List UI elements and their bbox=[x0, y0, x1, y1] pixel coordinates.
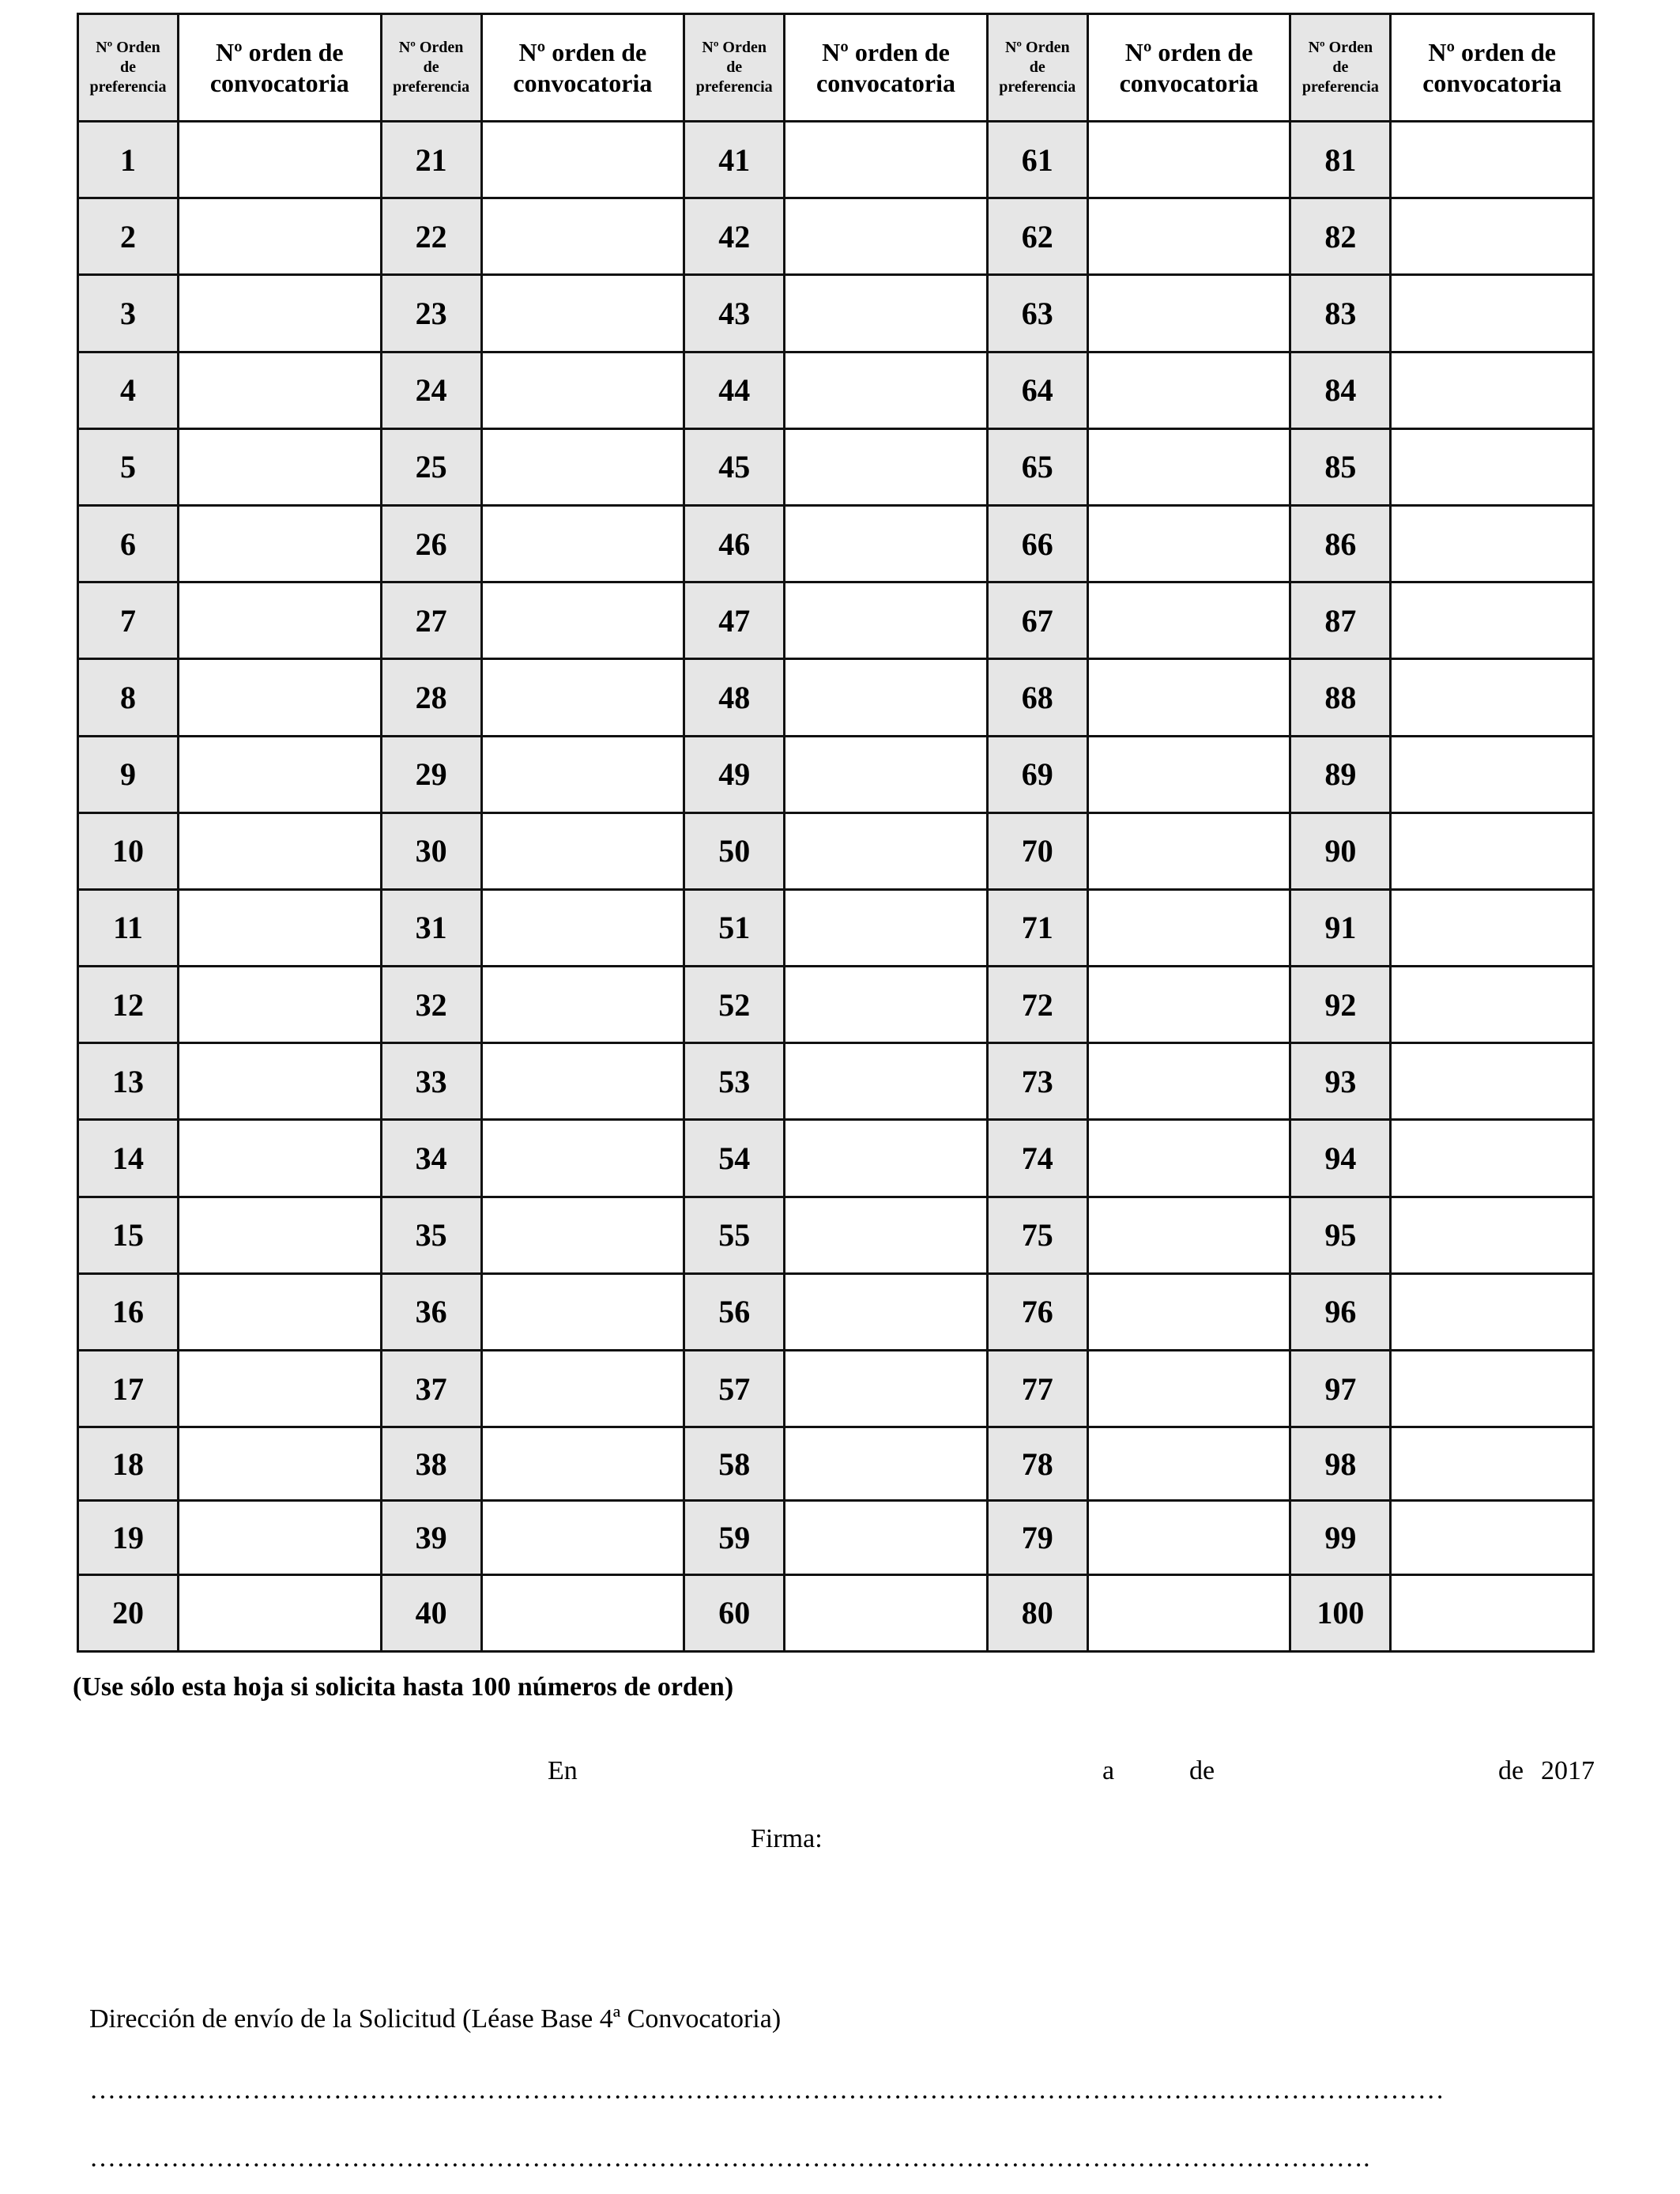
preference-number-cell: 36 bbox=[381, 1273, 481, 1350]
header-orden-preferencia bbox=[381, 14, 481, 122]
convocatoria-input-cell[interactable] bbox=[1391, 889, 1594, 966]
header-pref-line: de bbox=[726, 58, 743, 76]
convocatoria-input-cell[interactable] bbox=[1391, 352, 1594, 428]
convocatoria-input-cell[interactable] bbox=[1087, 1043, 1290, 1120]
preference-number-cell: 98 bbox=[1290, 1427, 1391, 1501]
table-row bbox=[78, 1427, 1594, 1501]
convocatoria-input-cell[interactable] bbox=[785, 582, 988, 659]
header-conv-line: Nº orden de bbox=[1124, 37, 1253, 66]
preference-number-cell: 26 bbox=[381, 505, 481, 582]
convocatoria-input-cell[interactable] bbox=[179, 1351, 382, 1427]
header-pref-line: Nº Orden bbox=[398, 39, 464, 56]
preference-number-cell: 23 bbox=[381, 275, 481, 352]
convocatoria-input-cell[interactable] bbox=[481, 1273, 684, 1350]
header-pref-line: de bbox=[120, 58, 136, 76]
convocatoria-input-cell[interactable] bbox=[481, 275, 684, 352]
preference-number-cell: 53 bbox=[684, 1043, 785, 1120]
preference-number-cell: 14 bbox=[78, 1120, 179, 1197]
convocatoria-input-cell[interactable] bbox=[785, 1427, 988, 1501]
convocatoria-input-cell[interactable] bbox=[785, 122, 988, 198]
preference-number-cell: 74 bbox=[987, 1120, 1087, 1197]
preference-number-cell: 60 bbox=[684, 1574, 785, 1651]
header-orden-preferencia bbox=[987, 14, 1087, 122]
date-year: 2017 bbox=[1541, 1756, 1595, 1785]
convocatoria-input-cell[interactable] bbox=[785, 428, 988, 505]
preference-number-cell: 29 bbox=[381, 736, 481, 812]
header-orden-convocatoria bbox=[1087, 14, 1290, 122]
header-pref-line: Nº Orden bbox=[96, 39, 160, 56]
preference-number-cell: 83 bbox=[1290, 275, 1391, 352]
preference-number-cell: 31 bbox=[381, 889, 481, 966]
convocatoria-input-cell[interactable] bbox=[481, 1427, 684, 1501]
convocatoria-input-cell[interactable] bbox=[1087, 505, 1290, 582]
preference-number-cell: 24 bbox=[381, 352, 481, 428]
preference-number-cell: 89 bbox=[1290, 736, 1391, 812]
header-pref-line: Nº Orden bbox=[702, 39, 767, 56]
convocatoria-input-cell[interactable] bbox=[179, 1501, 382, 1574]
preference-number-cell: 46 bbox=[684, 505, 785, 582]
convocatoria-input-cell[interactable] bbox=[785, 505, 988, 582]
table-row bbox=[78, 1574, 1594, 1651]
preference-number-cell: 39 bbox=[381, 1501, 481, 1574]
preference-number-cell: 63 bbox=[987, 275, 1087, 352]
header-pref-line: preferencia bbox=[1301, 78, 1379, 96]
header-pref-line: Nº Orden bbox=[1308, 39, 1373, 56]
preference-number-cell: 16 bbox=[78, 1273, 179, 1350]
preference-number-cell: 20 bbox=[78, 1574, 179, 1651]
convocatoria-input-cell[interactable] bbox=[179, 1574, 382, 1651]
convocatoria-input-cell[interactable] bbox=[481, 889, 684, 966]
table-row bbox=[78, 1120, 1594, 1197]
convocatoria-input-cell[interactable] bbox=[1391, 122, 1594, 198]
convocatoria-input-cell[interactable] bbox=[481, 505, 684, 582]
preference-number-cell: 69 bbox=[987, 736, 1087, 812]
convocatoria-input-cell[interactable] bbox=[785, 1351, 988, 1427]
preference-number-cell: 67 bbox=[987, 582, 1087, 659]
convocatoria-input-cell[interactable] bbox=[481, 1351, 684, 1427]
preference-number-cell: 10 bbox=[78, 812, 179, 889]
convocatoria-input-cell[interactable] bbox=[179, 659, 382, 736]
header-pref-line: Nº Orden bbox=[1004, 39, 1070, 56]
preference-number-cell: 40 bbox=[381, 1574, 481, 1651]
preference-number-cell: 97 bbox=[1290, 1351, 1391, 1427]
preference-number-cell: 57 bbox=[684, 1351, 785, 1427]
header-conv-line: Nº orden de bbox=[518, 37, 647, 66]
preference-number-cell: 35 bbox=[381, 1197, 481, 1273]
address-dotted-line-2[interactable]: ……………………………………………………………………………………………………………………………. bbox=[89, 2143, 1370, 2173]
signature-label: Firma: bbox=[751, 1824, 823, 1853]
preference-number-cell: 11 bbox=[78, 889, 179, 966]
convocatoria-input-cell[interactable] bbox=[179, 1273, 382, 1350]
date-de-year-label: de bbox=[1498, 1756, 1524, 1785]
preference-number-cell: 88 bbox=[1290, 659, 1391, 736]
convocatoria-input-cell[interactable] bbox=[1391, 1574, 1594, 1651]
convocatoria-input-cell[interactable] bbox=[1087, 1120, 1290, 1197]
table-body bbox=[78, 122, 1594, 1652]
convocatoria-input-cell[interactable] bbox=[1391, 1273, 1594, 1350]
header-orden-preferencia bbox=[684, 14, 785, 122]
preference-table bbox=[77, 13, 1595, 1653]
convocatoria-input-cell[interactable] bbox=[179, 967, 382, 1043]
table-header-row bbox=[78, 14, 1594, 122]
convocatoria-input-cell[interactable] bbox=[1087, 352, 1290, 428]
table-row bbox=[78, 1043, 1594, 1120]
preference-number-cell: 4 bbox=[78, 352, 179, 428]
convocatoria-input-cell[interactable] bbox=[179, 1043, 382, 1120]
preference-number-cell: 22 bbox=[381, 198, 481, 275]
preference-number-cell: 52 bbox=[684, 967, 785, 1043]
convocatoria-input-cell[interactable] bbox=[179, 889, 382, 966]
preference-number-cell: 71 bbox=[987, 889, 1087, 966]
table-row bbox=[78, 889, 1594, 966]
convocatoria-input-cell[interactable] bbox=[481, 198, 684, 275]
convocatoria-input-cell[interactable] bbox=[1087, 582, 1290, 659]
convocatoria-input-cell[interactable] bbox=[1391, 1501, 1594, 1574]
header-orden-convocatoria bbox=[179, 14, 382, 122]
convocatoria-input-cell[interactable] bbox=[785, 275, 988, 352]
preference-number-cell: 61 bbox=[987, 122, 1087, 198]
table-row bbox=[78, 1501, 1594, 1574]
usage-note: (Use sólo esta hoja si solicita hasta 100 números de orden) bbox=[73, 1672, 734, 1702]
preference-number-cell: 95 bbox=[1290, 1197, 1391, 1273]
convocatoria-input-cell[interactable] bbox=[1087, 1574, 1290, 1651]
convocatoria-input-cell[interactable] bbox=[1087, 659, 1290, 736]
preference-number-cell: 54 bbox=[684, 1120, 785, 1197]
date-de-label: de bbox=[1189, 1756, 1215, 1785]
preference-number-cell: 25 bbox=[381, 428, 481, 505]
preference-number-cell: 13 bbox=[78, 1043, 179, 1120]
convocatoria-input-cell[interactable] bbox=[1087, 736, 1290, 812]
convocatoria-input-cell[interactable] bbox=[179, 1197, 382, 1273]
preference-number-cell: 5 bbox=[78, 428, 179, 505]
table-row bbox=[78, 736, 1594, 812]
convocatoria-input-cell[interactable] bbox=[785, 1501, 988, 1574]
address-dotted-line-1[interactable]: …………………………………………………………………………………………………………………………………… bbox=[89, 2075, 1445, 2105]
preference-number-cell: 27 bbox=[381, 582, 481, 659]
preference-number-cell: 50 bbox=[684, 812, 785, 889]
convocatoria-input-cell[interactable] bbox=[481, 1501, 684, 1574]
preference-number-cell: 91 bbox=[1290, 889, 1391, 966]
convocatoria-input-cell[interactable] bbox=[1391, 275, 1594, 352]
convocatoria-input-cell[interactable] bbox=[1087, 1501, 1290, 1574]
date-en-label: En bbox=[548, 1756, 578, 1785]
preference-number-cell: 79 bbox=[987, 1501, 1087, 1574]
preference-number-cell: 55 bbox=[684, 1197, 785, 1273]
header-conv-line: Nº orden de bbox=[215, 37, 344, 66]
convocatoria-input-cell[interactable] bbox=[785, 1273, 988, 1350]
header-orden-preferencia bbox=[78, 14, 179, 122]
preference-number-cell: 58 bbox=[684, 1427, 785, 1501]
preference-number-cell: 43 bbox=[684, 275, 785, 352]
preference-number-cell: 62 bbox=[987, 198, 1087, 275]
preference-number-cell: 100 bbox=[1290, 1574, 1391, 1651]
header-conv-line: convocatoria bbox=[1119, 68, 1259, 97]
convocatoria-input-cell[interactable] bbox=[481, 736, 684, 812]
convocatoria-input-cell[interactable] bbox=[785, 659, 988, 736]
convocatoria-input-cell[interactable] bbox=[481, 122, 684, 198]
convocatoria-input-cell[interactable] bbox=[1391, 736, 1594, 812]
convocatoria-input-cell[interactable] bbox=[481, 1574, 684, 1651]
convocatoria-input-cell[interactable] bbox=[179, 275, 382, 352]
table-row bbox=[78, 1351, 1594, 1427]
convocatoria-input-cell[interactable] bbox=[179, 1427, 382, 1501]
preference-number-cell: 49 bbox=[684, 736, 785, 812]
preference-number-cell: 18 bbox=[78, 1427, 179, 1501]
convocatoria-input-cell[interactable] bbox=[1087, 1197, 1290, 1273]
convocatoria-input-cell[interactable] bbox=[481, 428, 684, 505]
preference-number-cell: 38 bbox=[381, 1427, 481, 1501]
convocatoria-input-cell[interactable] bbox=[785, 1574, 988, 1651]
preference-number-cell: 51 bbox=[684, 889, 785, 966]
convocatoria-input-cell[interactable] bbox=[785, 352, 988, 428]
table-row bbox=[78, 812, 1594, 889]
convocatoria-input-cell[interactable] bbox=[1391, 659, 1594, 736]
preference-number-cell: 93 bbox=[1290, 1043, 1391, 1120]
convocatoria-input-cell[interactable] bbox=[481, 1043, 684, 1120]
header-pref-line: preferencia bbox=[393, 78, 470, 96]
header-orden-convocatoria bbox=[1391, 14, 1594, 122]
convocatoria-input-cell[interactable] bbox=[481, 352, 684, 428]
convocatoria-input-cell[interactable] bbox=[1087, 428, 1290, 505]
header-orden-preferencia bbox=[1290, 14, 1391, 122]
convocatoria-input-cell[interactable] bbox=[1087, 889, 1290, 966]
preference-number-cell: 12 bbox=[78, 967, 179, 1043]
table-row bbox=[78, 198, 1594, 275]
preference-number-cell: 45 bbox=[684, 428, 785, 505]
header-pref-line: de bbox=[1029, 58, 1045, 76]
table-row bbox=[78, 1197, 1594, 1273]
preference-number-cell: 56 bbox=[684, 1273, 785, 1350]
convocatoria-input-cell[interactable] bbox=[179, 198, 382, 275]
header-pref-line: preferencia bbox=[999, 78, 1076, 96]
convocatoria-input-cell[interactable] bbox=[481, 659, 684, 736]
convocatoria-input-cell[interactable] bbox=[1087, 1351, 1290, 1427]
table-row bbox=[78, 122, 1594, 198]
preference-number-cell: 65 bbox=[987, 428, 1087, 505]
table-row bbox=[78, 352, 1594, 428]
preference-number-cell: 32 bbox=[381, 967, 481, 1043]
convocatoria-input-cell[interactable] bbox=[1391, 1120, 1594, 1197]
convocatoria-input-cell[interactable] bbox=[1087, 198, 1290, 275]
preference-number-cell: 1 bbox=[78, 122, 179, 198]
preference-number-cell: 47 bbox=[684, 582, 785, 659]
convocatoria-input-cell[interactable] bbox=[1087, 967, 1290, 1043]
preference-number-cell: 34 bbox=[381, 1120, 481, 1197]
convocatoria-input-cell[interactable] bbox=[1391, 812, 1594, 889]
preference-number-cell: 30 bbox=[381, 812, 481, 889]
convocatoria-input-cell[interactable] bbox=[481, 1197, 684, 1273]
preference-number-cell: 70 bbox=[987, 812, 1087, 889]
table-row bbox=[78, 582, 1594, 659]
convocatoria-input-cell[interactable] bbox=[785, 967, 988, 1043]
preference-number-cell: 59 bbox=[684, 1501, 785, 1574]
preference-number-cell: 81 bbox=[1290, 122, 1391, 198]
preference-number-cell: 84 bbox=[1290, 352, 1391, 428]
convocatoria-input-cell[interactable] bbox=[785, 736, 988, 812]
convocatoria-input-cell[interactable] bbox=[1391, 198, 1594, 275]
convocatoria-input-cell[interactable] bbox=[785, 1120, 988, 1197]
preference-number-cell: 8 bbox=[78, 659, 179, 736]
preference-number-cell: 3 bbox=[78, 275, 179, 352]
preference-number-cell: 19 bbox=[78, 1501, 179, 1574]
preference-number-cell: 42 bbox=[684, 198, 785, 275]
convocatoria-input-cell[interactable] bbox=[1391, 1197, 1594, 1273]
preference-number-cell: 37 bbox=[381, 1351, 481, 1427]
header-conv-line: convocatoria bbox=[209, 68, 349, 97]
header-conv-line: convocatoria bbox=[816, 68, 955, 97]
convocatoria-input-cell[interactable] bbox=[179, 122, 382, 198]
preference-number-cell: 44 bbox=[684, 352, 785, 428]
header-pref-line: preferencia bbox=[695, 78, 773, 96]
preference-number-cell: 17 bbox=[78, 1351, 179, 1427]
preference-number-cell: 7 bbox=[78, 582, 179, 659]
header-pref-line: de bbox=[1332, 58, 1349, 76]
convocatoria-input-cell[interactable] bbox=[179, 736, 382, 812]
convocatoria-input-cell[interactable] bbox=[1087, 275, 1290, 352]
convocatoria-input-cell[interactable] bbox=[481, 582, 684, 659]
convocatoria-input-cell[interactable] bbox=[785, 889, 988, 966]
preference-number-cell: 85 bbox=[1290, 428, 1391, 505]
convocatoria-input-cell[interactable] bbox=[1391, 1427, 1594, 1501]
preference-number-cell: 9 bbox=[78, 736, 179, 812]
convocatoria-input-cell[interactable] bbox=[1391, 1351, 1594, 1427]
preference-number-cell: 68 bbox=[987, 659, 1087, 736]
header-conv-line: Nº orden de bbox=[822, 37, 950, 66]
preference-number-cell: 78 bbox=[987, 1427, 1087, 1501]
header-pref-line: de bbox=[423, 58, 439, 76]
preference-number-cell: 75 bbox=[987, 1197, 1087, 1273]
preference-number-cell: 21 bbox=[381, 122, 481, 198]
preference-number-cell: 48 bbox=[684, 659, 785, 736]
convocatoria-input-cell[interactable] bbox=[1391, 582, 1594, 659]
preference-number-cell: 99 bbox=[1290, 1501, 1391, 1574]
table-row bbox=[78, 275, 1594, 352]
header-conv-line: convocatoria bbox=[1422, 68, 1562, 97]
convocatoria-input-cell[interactable] bbox=[179, 505, 382, 582]
date-a-label: a bbox=[1102, 1756, 1115, 1785]
preference-number-cell: 64 bbox=[987, 352, 1087, 428]
header-pref-line: preferencia bbox=[89, 78, 167, 96]
convocatoria-input-cell[interactable] bbox=[1391, 505, 1594, 582]
convocatoria-input-cell[interactable] bbox=[785, 1197, 988, 1273]
preference-number-cell: 87 bbox=[1290, 582, 1391, 659]
table-row bbox=[78, 505, 1594, 582]
preference-number-cell: 90 bbox=[1290, 812, 1391, 889]
preference-number-cell: 92 bbox=[1290, 967, 1391, 1043]
convocatoria-input-cell[interactable] bbox=[179, 812, 382, 889]
convocatoria-input-cell[interactable] bbox=[1391, 1043, 1594, 1120]
convocatoria-input-cell[interactable] bbox=[1087, 1273, 1290, 1350]
table-row bbox=[78, 1273, 1594, 1350]
convocatoria-input-cell[interactable] bbox=[179, 582, 382, 659]
preference-number-cell: 94 bbox=[1290, 1120, 1391, 1197]
convocatoria-input-cell[interactable] bbox=[179, 1120, 382, 1197]
convocatoria-input-cell[interactable] bbox=[785, 812, 988, 889]
convocatoria-input-cell[interactable] bbox=[1087, 122, 1290, 198]
preference-number-cell: 72 bbox=[987, 967, 1087, 1043]
preference-number-cell: 80 bbox=[987, 1574, 1087, 1651]
convocatoria-input-cell[interactable] bbox=[481, 967, 684, 1043]
convocatoria-input-cell[interactable] bbox=[785, 198, 988, 275]
preference-number-cell: 28 bbox=[381, 659, 481, 736]
preference-number-cell: 66 bbox=[987, 505, 1087, 582]
preference-number-cell: 77 bbox=[987, 1351, 1087, 1427]
preference-number-cell: 86 bbox=[1290, 505, 1391, 582]
table-row bbox=[78, 428, 1594, 505]
header-conv-line: Nº orden de bbox=[1428, 37, 1556, 66]
convocatoria-input-cell[interactable] bbox=[785, 1043, 988, 1120]
preference-number-cell: 82 bbox=[1290, 198, 1391, 275]
convocatoria-input-cell[interactable] bbox=[1087, 812, 1290, 889]
header-conv-line: convocatoria bbox=[513, 68, 653, 97]
table-row bbox=[78, 967, 1594, 1043]
convocatoria-input-cell[interactable] bbox=[1087, 1427, 1290, 1501]
preference-number-cell: 6 bbox=[78, 505, 179, 582]
address-label: Dirección de envío de la Solicitud (Léase Base 4ª Convocatoria) bbox=[89, 2004, 782, 2034]
convocatoria-input-cell[interactable] bbox=[179, 428, 382, 505]
table-row bbox=[78, 659, 1594, 736]
convocatoria-input-cell[interactable] bbox=[1391, 967, 1594, 1043]
preference-number-cell: 96 bbox=[1290, 1273, 1391, 1350]
preference-number-cell: 76 bbox=[987, 1273, 1087, 1350]
preference-number-cell: 73 bbox=[987, 1043, 1087, 1120]
convocatoria-input-cell[interactable] bbox=[179, 352, 382, 428]
header-orden-convocatoria bbox=[785, 14, 988, 122]
preference-number-cell: 15 bbox=[78, 1197, 179, 1273]
convocatoria-input-cell[interactable] bbox=[481, 1120, 684, 1197]
preference-number-cell: 33 bbox=[381, 1043, 481, 1120]
preference-number-cell: 41 bbox=[684, 122, 785, 198]
convocatoria-input-cell[interactable] bbox=[481, 812, 684, 889]
convocatoria-input-cell[interactable] bbox=[1391, 428, 1594, 505]
header-orden-convocatoria bbox=[481, 14, 684, 122]
preference-number-cell: 2 bbox=[78, 198, 179, 275]
